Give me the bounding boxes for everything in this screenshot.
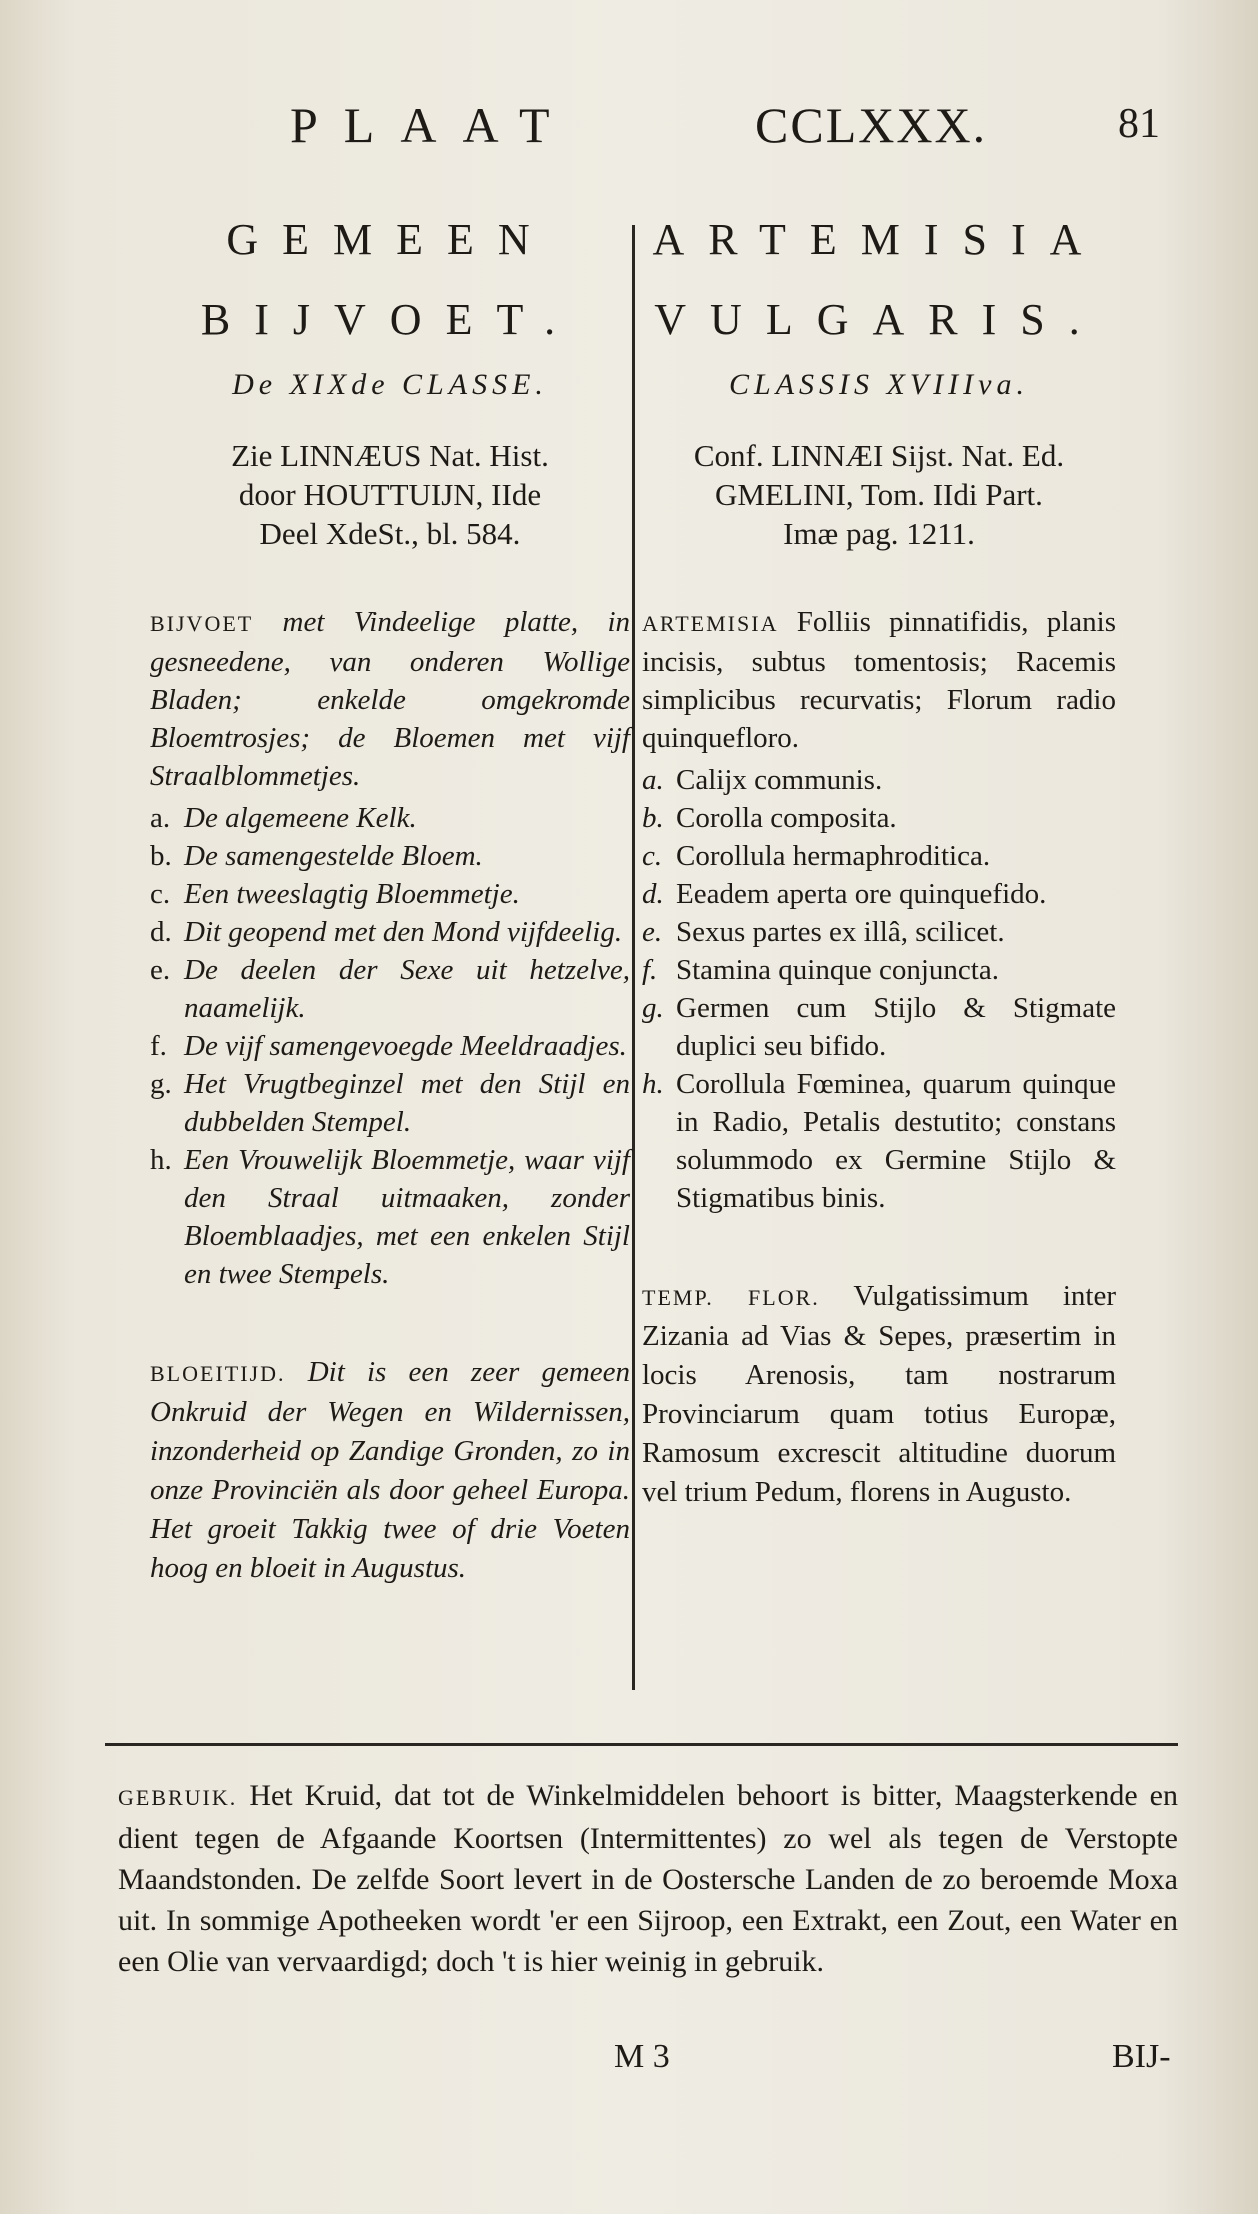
dutch-name-line1: GEMEEN bbox=[226, 215, 554, 264]
legend-letter: e. bbox=[150, 954, 171, 986]
latin-flowering-time bbox=[642, 1277, 1116, 1512]
legend-text: De deelen der Sexe uit hetzelve, naamelijk. bbox=[184, 954, 630, 1024]
legend-letter: a. bbox=[642, 764, 664, 796]
latin-flowering-text: Vulgatissimum inter Zizania ad Vias & Sepes, præsertim in locis Arenosis, tam nostrarum Provinciarum quam totius Europæ, Ramosum excrescit altitudine duorum vel trium Pedum, florens in Augusto. bbox=[642, 1280, 1116, 1508]
legend-letter: d. bbox=[150, 916, 172, 948]
latin-class-label: CLASSIS XVIIIva. bbox=[729, 368, 1029, 401]
dutch-reference-line: Deel XdeSt., bl. 584. bbox=[259, 516, 521, 551]
dutch-class-label: De XIXde CLASSE. bbox=[232, 368, 548, 401]
page-header bbox=[0, 96, 1258, 166]
legend-item bbox=[150, 837, 630, 875]
dutch-column bbox=[150, 200, 630, 1588]
dutch-description-lead: BIJVOET bbox=[150, 611, 254, 636]
latin-column bbox=[642, 200, 1116, 1512]
legend-item bbox=[642, 989, 1116, 1065]
column-divider bbox=[632, 225, 635, 1690]
legend-letter: d. bbox=[642, 878, 664, 910]
latin-description-text: Folliis pinnatifidis, planis incisis, subtus tomentosis; Racemis simplicibus recurvatis; Florum radio quinquefloro. bbox=[642, 606, 1117, 754]
legend-text: Sexus partes ex illâ, scilicet. bbox=[676, 916, 1005, 948]
latin-flowering-lead: TEMP. FLOR. bbox=[642, 1285, 820, 1310]
legend-letter: e. bbox=[642, 916, 663, 948]
legend-letter: a. bbox=[150, 802, 171, 834]
legend-item bbox=[642, 951, 1116, 989]
latin-description-lead: ARTEMISIA bbox=[642, 611, 779, 636]
legend-letter: f. bbox=[642, 954, 658, 986]
legend-text: Corollula Fœminea, quarum quinque in Radio, Petalis destutito; constans solummodo ex Germine Stijlo & Stigmatibus binis. bbox=[676, 1068, 1116, 1214]
legend-text: De vijf samengevoegde Meeldraadjes. bbox=[184, 1030, 627, 1062]
legend-letter: c. bbox=[150, 878, 171, 910]
latin-name-line1: ARTEMISIA bbox=[652, 215, 1106, 264]
legend-text: Het Vrugtbeginzel met den Stijl en dubbelden Stempel. bbox=[184, 1068, 630, 1138]
legend-item bbox=[150, 1141, 630, 1293]
legend-item bbox=[150, 799, 630, 837]
legend-item bbox=[642, 761, 1116, 799]
legend-letter: g. bbox=[150, 1068, 172, 1100]
latin-description bbox=[642, 603, 1116, 757]
legend-item bbox=[642, 799, 1116, 837]
section-rule bbox=[105, 1743, 1178, 1746]
dutch-flowering-text: Dit is een zeer gemeen Onkruid der Wegen en Wildernissen, inzonderheid op Zandige Gronden, zo in onze Provinciën als door geheel Europa. Het groeit Takkig twee of drie Voeten hoog en bloeit in Augustus. bbox=[150, 1356, 631, 1584]
legend-text: Een tweeslagtig Bloemmetje. bbox=[184, 878, 520, 910]
latin-reference-line: GMELINI, Tom. IIdi Part. bbox=[715, 477, 1043, 512]
legend-text: Eeadem aperta ore quinquefido. bbox=[676, 878, 1047, 910]
legend-letter: c. bbox=[642, 840, 663, 872]
legend-text: Een Vrouwelijk Bloemmetje, waar vijf den Straal uitmaaken, zonder Bloemblaadjes, met een enkelen Stijl en twee Stempels. bbox=[184, 1144, 630, 1290]
dutch-description bbox=[150, 603, 630, 795]
latin-name-line2: VULGARIS. bbox=[654, 295, 1104, 344]
latin-reference bbox=[642, 436, 1116, 553]
legend-text: Dit geopend met den Mond vijfdeelig. bbox=[184, 916, 623, 948]
dutch-reference bbox=[150, 436, 630, 553]
usage-paragraph bbox=[118, 1775, 1178, 1982]
legend-letter: h. bbox=[150, 1144, 172, 1176]
legend-item bbox=[150, 913, 630, 951]
page-footer bbox=[0, 2038, 1258, 2088]
catchword: BIJ- bbox=[1112, 2038, 1171, 2075]
dutch-flowering-time bbox=[150, 1353, 630, 1588]
legend-text: Germen cum Stijlo & Stigmate duplici seu bifido. bbox=[676, 992, 1116, 1062]
latin-reference-line: Conf. LINNÆI Sijst. Nat. Ed. bbox=[693, 438, 1065, 473]
legend-item bbox=[150, 875, 630, 913]
legend-item bbox=[150, 1027, 630, 1065]
legend-item bbox=[642, 875, 1116, 913]
dutch-figure-legend bbox=[150, 799, 630, 1293]
signature-mark: M 3 bbox=[614, 2038, 670, 2075]
plate-number: CCLXXX. bbox=[755, 97, 988, 153]
legend-text: Corollula hermaphroditica. bbox=[676, 840, 991, 872]
legend-letter: b. bbox=[150, 840, 172, 872]
dutch-description-text: met Vindeelige platte, in gesneedene, van onderen Wollige Bladen; enkelde omgekromde Bloemtrosjes; de Bloemen met vijf Straalblommetjes. bbox=[150, 606, 631, 792]
legend-text: Corolla composita. bbox=[676, 802, 897, 834]
legend-text: De algemeene Kelk. bbox=[184, 802, 417, 834]
legend-text: De samengestelde Bloem. bbox=[184, 840, 483, 872]
latin-reference-line: Imæ pag. 1211. bbox=[783, 516, 975, 551]
dutch-flowering-lead: BLOEITIJD. bbox=[150, 1361, 286, 1386]
legend-item bbox=[642, 913, 1116, 951]
legend-letter: f. bbox=[150, 1030, 167, 1062]
legend-item bbox=[150, 951, 630, 1027]
legend-item bbox=[642, 837, 1116, 875]
usage-lead: GEBRUIK. bbox=[118, 1785, 238, 1810]
usage-text: Het Kruid, dat tot de Winkelmiddelen behoort is bitter, Maagsterkende en dient tegen de Afgaande Koortsen (Intermittentes) zo wel als tegen de Verstopte Maandstonden. De zelfde Soort levert in de Oostersche Landen de zo beroemde Moxa uit. In sommige Apotheeken wordt 'er een Sijroop, een Extrakt, een Zout, een Water en een Olie van vervaardigd; doch 't is hier weinig in gebruik. bbox=[118, 1779, 1179, 1978]
legend-item bbox=[642, 1065, 1116, 1217]
dutch-reference-line: door HOUTTUIJN, IIde bbox=[238, 477, 542, 512]
legend-text: Calijx communis. bbox=[676, 764, 883, 796]
legend-letter: g. bbox=[642, 992, 664, 1024]
dutch-name-line2: BIJVOET. bbox=[200, 295, 580, 344]
page-number: 81 bbox=[1118, 101, 1160, 147]
latin-figure-legend bbox=[642, 761, 1116, 1217]
legend-text: Stamina quinque conjuncta. bbox=[676, 954, 999, 986]
legend-item bbox=[150, 1065, 630, 1141]
dutch-reference-line: Zie LINNÆUS Nat. Hist. bbox=[231, 438, 549, 473]
legend-letter: b. bbox=[642, 802, 664, 834]
legend-letter: h. bbox=[642, 1068, 664, 1100]
plate-title: PLAAT bbox=[290, 97, 576, 153]
